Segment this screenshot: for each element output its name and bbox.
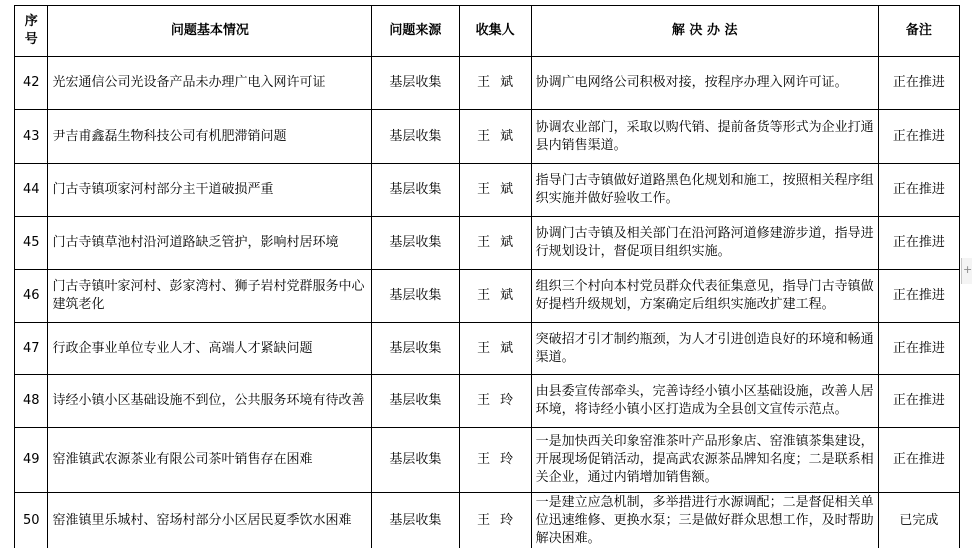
row-solution: 协调门古寺镇及相关部门在沿河路河道修建游步道，指导进行规划设计，督促项目组织实施。 — [531, 217, 878, 270]
collector-name: 王斌 — [477, 75, 524, 90]
row-number: 42 — [15, 57, 48, 110]
header-collector: 收集人 — [459, 6, 531, 57]
row-collector — [459, 217, 531, 270]
row-solution: 一是加快西关印象窑淮茶叶产品形象店、窑淮镇茶集建设，开展现场促销活动，提高武农源茶品牌知名度；二是联系相关企业，通过内销增加销售额。 — [531, 428, 878, 493]
row-number: 48 — [15, 375, 48, 428]
row-solution: 协调农业部门，采取以购代销、提前备货等形式为企业打通县内销售渠道。 — [531, 110, 878, 164]
table-row — [15, 164, 960, 217]
row-remarks: 正在推进 — [878, 428, 959, 493]
row-remarks: 正在推进 — [878, 110, 959, 164]
row-remarks: 正在推进 — [878, 375, 959, 428]
row-remarks: 正在推进 — [878, 164, 959, 217]
row-number: 49 — [15, 428, 48, 493]
row-collector — [459, 323, 531, 375]
row-collector — [459, 493, 531, 548]
collector-name: 王斌 — [477, 288, 524, 303]
row-description: 诗经小镇小区基础设施不到位，公共服务环境有待改善 — [48, 375, 372, 428]
collector-name: 王玲 — [477, 393, 524, 408]
table-row — [15, 270, 960, 323]
row-solution: 组织三个村向本村党员群众代表征集意见，指导门古寺镇做好提档升级规划，方案确定后组织实施改扩建工程。 — [531, 270, 878, 323]
row-description: 窑淮镇里乐城村、窑场村部分小区居民夏季饮水困难 — [48, 493, 372, 548]
collector-name: 王斌 — [477, 128, 524, 144]
collector-name: 王斌 — [477, 182, 524, 197]
row-remarks: 正在推进 — [878, 270, 959, 323]
row-source: 基层收集 — [372, 493, 459, 548]
row-description: 门古寺镇叶家河村、彭家湾村、狮子岩村党群服务中心建筑老化 — [48, 270, 372, 323]
table-row — [15, 493, 960, 548]
table-row — [15, 428, 960, 493]
row-solution: 由县委宣传部牵头，完善诗经小镇小区基础设施，改善人居环境，将诗经小镇小区打造成为全县创文宣传示范点。 — [531, 375, 878, 428]
header-source: 问题来源 — [372, 6, 459, 57]
collector-name: 王斌 — [477, 235, 524, 250]
collector-name: 王玲 — [477, 452, 524, 467]
row-remarks: 正在推进 — [878, 57, 959, 110]
row-description: 门古寺镇草池村沿河道路缺乏管护，影响村居环境 — [48, 217, 372, 270]
table-header-row — [15, 6, 960, 57]
row-source: 基层收集 — [372, 57, 459, 110]
table-row — [15, 110, 960, 164]
header-serial-line1: 序 — [24, 14, 38, 29]
issues-table — [14, 5, 960, 548]
table-row — [15, 57, 960, 110]
row-source: 基层收集 — [372, 110, 459, 164]
table-row — [15, 323, 960, 375]
header-description: 问题基本情况 — [48, 6, 372, 57]
row-remarks: 正在推进 — [878, 217, 959, 270]
row-solution: 一是建立应急机制，多举措进行水源调配；二是督促相关单位迅速维修、更换水泵；三是做好群众思想工作，及时帮助解决困难。 — [531, 493, 878, 548]
header-remarks: 备注 — [878, 6, 959, 57]
row-collector — [459, 110, 531, 164]
row-number: 46 — [15, 270, 48, 323]
row-number: 45 — [15, 217, 48, 270]
row-solution: 突破招才引才制约瓶颈，为人才引进创造良好的环境和畅通渠道。 — [531, 323, 878, 375]
row-source: 基层收集 — [372, 164, 459, 217]
row-source: 基层收集 — [372, 217, 459, 270]
table-row — [15, 217, 960, 270]
row-description: 门古寺镇项家河村部分主干道破损严重 — [48, 164, 372, 217]
collector-name: 王玲 — [477, 513, 524, 528]
row-collector — [459, 428, 531, 493]
plus-icon: + — [963, 263, 972, 276]
table-row — [15, 375, 960, 428]
row-source: 基层收集 — [372, 428, 459, 493]
row-source: 基层收集 — [372, 323, 459, 375]
row-remarks: 已完成 — [878, 493, 959, 548]
row-remarks: 正在推进 — [878, 323, 959, 375]
row-description: 窑淮镇武农源茶业有限公司茶叶销售存在困难 — [48, 428, 372, 493]
row-number: 44 — [15, 164, 48, 217]
row-collector — [459, 57, 531, 110]
row-description: 光宏通信公司光设备产品未办理广电入网许可证 — [48, 57, 372, 110]
row-collector — [459, 375, 531, 428]
row-description: 尹吉甫鑫磊生物科技公司有机肥滞销问题 — [48, 110, 372, 164]
row-number: 50 — [15, 493, 48, 548]
header-serial-line2: 号 — [24, 32, 38, 47]
expand-handle[interactable] — [961, 258, 972, 284]
row-collector — [459, 270, 531, 323]
row-solution: 协调广电网络公司积极对接，按程序办理入网许可证。 — [531, 57, 878, 110]
row-source: 基层收集 — [372, 270, 459, 323]
header-solution: 解 决 办 法 — [531, 6, 878, 57]
collector-name: 王斌 — [477, 340, 524, 356]
row-collector — [459, 164, 531, 217]
row-number: 43 — [15, 110, 48, 164]
row-solution: 指导门古寺镇做好道路黑色化规划和施工，按照相关程序组织实施并做好验收工作。 — [531, 164, 878, 217]
row-number: 47 — [15, 323, 48, 375]
header-serial-number — [15, 6, 48, 57]
row-source: 基层收集 — [372, 375, 459, 428]
row-description: 行政企事业单位专业人才、高端人才紧缺问题 — [48, 323, 372, 375]
